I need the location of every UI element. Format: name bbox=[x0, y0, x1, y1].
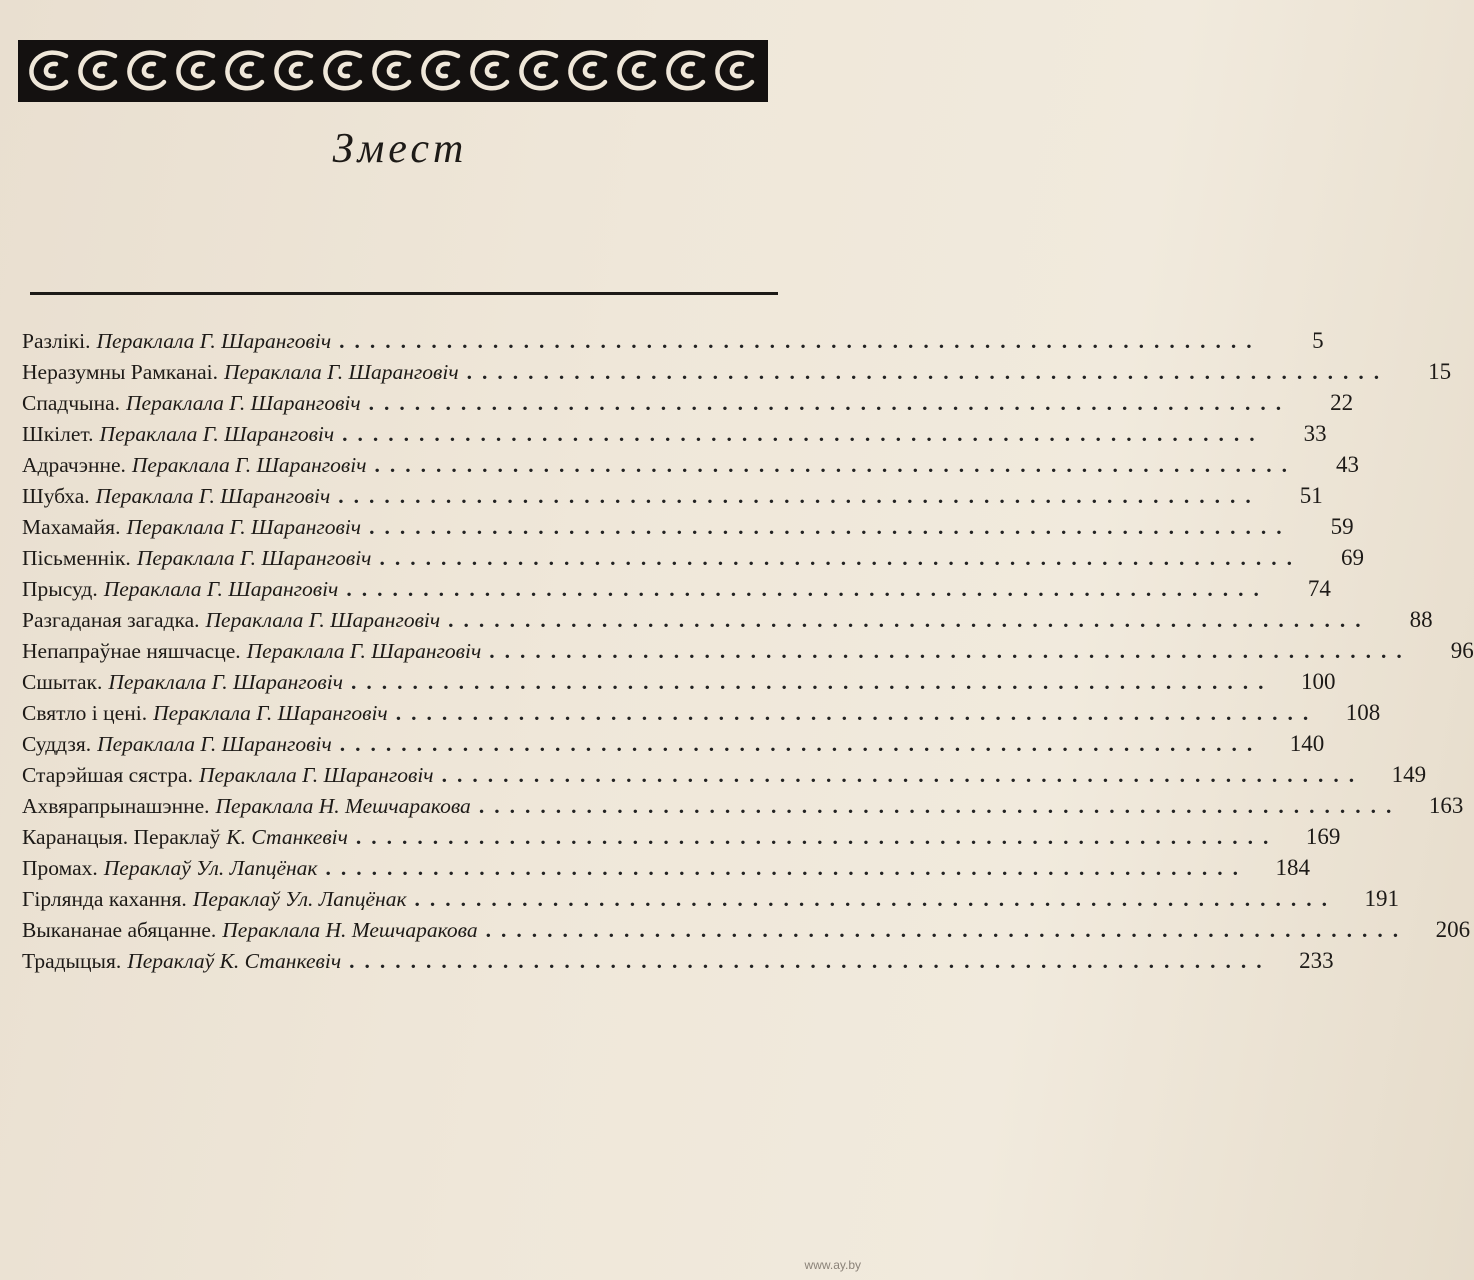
entry-title: Непапраўнае няшчасце. bbox=[22, 639, 241, 663]
leader-dots: ............................................................ bbox=[379, 546, 1302, 570]
entry-page-number: 88 bbox=[1409, 607, 1433, 632]
entry-page-number: 69 bbox=[1340, 545, 1364, 570]
entry-translator: Пераклала Г. Шаранговіч bbox=[99, 422, 335, 446]
entry-title: Сшытак. bbox=[22, 670, 103, 694]
toc-entry bbox=[22, 762, 1427, 793]
toc-entry bbox=[22, 731, 1325, 762]
scroll-motif bbox=[521, 53, 556, 89]
entry-translator: Пераклала Г. Шаранговіч bbox=[95, 484, 331, 508]
page-title: Змест bbox=[332, 126, 468, 172]
entry-translator: Пераклала Г. Шаранговіч bbox=[97, 732, 332, 756]
entry-translator: Пераклала Г. Шаранговіч bbox=[131, 453, 367, 477]
entry-translator: Пераклала Г. Шаранговіч bbox=[126, 391, 361, 415]
entry-page-number: 33 bbox=[1303, 421, 1327, 446]
toc-entry bbox=[22, 390, 1354, 421]
entry-page-number: 51 bbox=[1299, 483, 1323, 508]
toc-entry bbox=[22, 886, 1400, 917]
entry-title: Шубха. bbox=[22, 484, 90, 508]
entry-page-number: 149 bbox=[1391, 762, 1427, 787]
scroll-motif bbox=[423, 53, 458, 89]
entry-translator: Пераклаў Ул. Лапцёнак bbox=[192, 887, 407, 911]
entry-title: Гірлянда кахання. bbox=[22, 887, 187, 911]
toc-entry bbox=[22, 824, 1341, 855]
entry-title: Шкілет. bbox=[22, 422, 94, 446]
leader-dots: ............................................................ bbox=[339, 329, 1262, 353]
entry-title: Махамайя. bbox=[22, 515, 121, 539]
entry-title: Спадчына. bbox=[22, 391, 121, 415]
leader-dots: ............................................................ bbox=[414, 887, 1338, 911]
toc-entry bbox=[22, 421, 1327, 452]
scroll-motif bbox=[570, 53, 605, 89]
entry-page-number: 140 bbox=[1289, 731, 1325, 756]
entry-translator: Пераклала Г. Шаранговіч bbox=[126, 515, 362, 539]
entry-translator: Пераклала Г. Шаранговіч bbox=[108, 670, 343, 694]
toc-entry bbox=[22, 638, 1474, 669]
leader-dots: ............................................................ bbox=[338, 484, 1261, 508]
entry-translator: Пераклала Н. Мешчаракова bbox=[215, 794, 471, 818]
toc-entry bbox=[22, 452, 1359, 483]
scroll-motif bbox=[668, 53, 703, 89]
scroll-motif bbox=[31, 53, 66, 89]
ornamental-border bbox=[18, 40, 768, 102]
entry-page-number: 206 bbox=[1435, 917, 1471, 942]
scroll-motif bbox=[227, 53, 262, 89]
entry-page-number: 184 bbox=[1275, 855, 1310, 880]
leader-dots: ............................................................ bbox=[325, 856, 1248, 880]
leader-dots: ............................................................ bbox=[448, 608, 1371, 632]
entry-page-number: 100 bbox=[1301, 669, 1336, 694]
scroll-motif bbox=[129, 53, 164, 89]
entry-title: Пісьменнік. bbox=[22, 546, 131, 570]
entry-page-number: 5 bbox=[1312, 328, 1324, 353]
toc-entry bbox=[22, 855, 1310, 886]
divider-rule bbox=[30, 292, 778, 295]
scroll-motif bbox=[276, 53, 311, 89]
leader-dots: ............................................................ bbox=[342, 422, 1265, 446]
entry-title: Неразумны Рамканаі. bbox=[22, 360, 218, 384]
entry-title: Разлікі. bbox=[22, 329, 91, 353]
toc-entry bbox=[22, 607, 1433, 638]
toc-entry bbox=[22, 793, 1464, 824]
entry-title: Выкананае абяцанне. bbox=[22, 918, 217, 942]
entry-translator: Пераклала Г. Шаранговіч bbox=[136, 546, 372, 570]
entry-title: Ахвярапрынашэнне. bbox=[22, 794, 210, 818]
leader-dots: ............................................................ bbox=[355, 825, 1279, 849]
entry-translator: Пераклала Г. Шаранговіч bbox=[223, 360, 459, 384]
entry-page-number: 15 bbox=[1428, 359, 1452, 384]
entry-title: Разгаданая загадка. bbox=[22, 608, 200, 632]
leader-dots: ............................................................ bbox=[351, 670, 1274, 694]
entry-page-number: 108 bbox=[1345, 700, 1381, 725]
scroll-motif bbox=[178, 53, 213, 89]
leader-dots: ............................................................ bbox=[349, 949, 1272, 973]
entry-translator: Пераклаў Ул. Лапцёнак bbox=[103, 856, 318, 880]
entry-page-number: 169 bbox=[1305, 824, 1341, 849]
entry-page-number: 59 bbox=[1330, 514, 1354, 539]
toc-entry bbox=[22, 328, 1324, 359]
entry-title: Промах. bbox=[22, 856, 98, 880]
entry-translator: Пераклаў К. Станкевіч bbox=[127, 949, 342, 973]
toc-entry bbox=[22, 359, 1452, 390]
leader-dots: ............................................................ bbox=[339, 732, 1263, 756]
entry-translator: Пераклала Г. Шаранговіч bbox=[205, 608, 441, 632]
entry-translator: Пераклала Г. Шаранговіч bbox=[198, 763, 434, 787]
toc-entry bbox=[22, 576, 1331, 607]
entry-page-number: 191 bbox=[1364, 886, 1400, 911]
toc-entry bbox=[22, 483, 1323, 514]
leader-dots: ............................................................ bbox=[369, 515, 1292, 539]
toc-entry bbox=[22, 917, 1471, 948]
entry-title: Святло і цені. bbox=[22, 701, 148, 725]
entry-page-number: 22 bbox=[1330, 390, 1354, 415]
scroll-motif bbox=[374, 53, 409, 89]
leader-dots: ............................................................ bbox=[466, 360, 1390, 384]
entry-page-number: 43 bbox=[1336, 452, 1359, 477]
entry-title: Суддзя. bbox=[22, 732, 92, 756]
leader-dots: ............................................................ bbox=[374, 453, 1297, 477]
entry-page-number: 96 bbox=[1450, 638, 1474, 663]
scroll-motif bbox=[80, 53, 115, 89]
leader-dots: ............................................................ bbox=[485, 918, 1409, 942]
scroll-motif bbox=[325, 53, 360, 89]
leader-dots: ............................................................ bbox=[489, 639, 1412, 663]
toc-entry bbox=[22, 545, 1364, 576]
leader-dots: ............................................................ bbox=[395, 701, 1319, 725]
watermark: www.ay.by bbox=[804, 1258, 861, 1272]
leader-dots: ............................................................ bbox=[368, 391, 1292, 415]
toc-entry bbox=[22, 700, 1381, 731]
toc-entry bbox=[22, 514, 1354, 545]
entry-translator: Пераклала Г. Шаранговіч bbox=[103, 577, 339, 601]
entry-title: Старэйшая сястра. bbox=[22, 763, 193, 787]
entry-page-number: 74 bbox=[1307, 576, 1331, 601]
scroll-motif bbox=[619, 53, 654, 89]
entry-translator: Пераклала Г. Шаранговіч bbox=[96, 329, 332, 353]
scroll-motif bbox=[717, 53, 752, 89]
entry-title: Традыцыя. bbox=[22, 949, 122, 973]
entry-translator: Пераклала Н. Мешчаракова bbox=[222, 918, 478, 942]
leader-dots: ............................................................ bbox=[441, 763, 1365, 787]
toc-entry bbox=[22, 948, 1334, 979]
table-of-contents bbox=[22, 328, 1474, 979]
entry-translator: Пераклала Г. Шаранговіч bbox=[246, 639, 482, 663]
entry-title: Прысуд. bbox=[22, 577, 98, 601]
entry-translator: Пераклала Г. Шаранговіч bbox=[153, 701, 388, 725]
entry-title: Каранацыя. Пераклаў bbox=[22, 825, 221, 849]
leader-dots: ............................................................ bbox=[478, 794, 1402, 818]
entry-page-number: 233 bbox=[1299, 948, 1334, 973]
entry-title: Адрачэнне. bbox=[22, 453, 126, 477]
entry-page-number: 163 bbox=[1428, 793, 1464, 818]
entry-translator: К. Станкевіч bbox=[226, 825, 348, 849]
scroll-motif bbox=[472, 53, 507, 89]
toc-entry bbox=[22, 669, 1336, 700]
leader-dots: ............................................................ bbox=[346, 577, 1269, 601]
